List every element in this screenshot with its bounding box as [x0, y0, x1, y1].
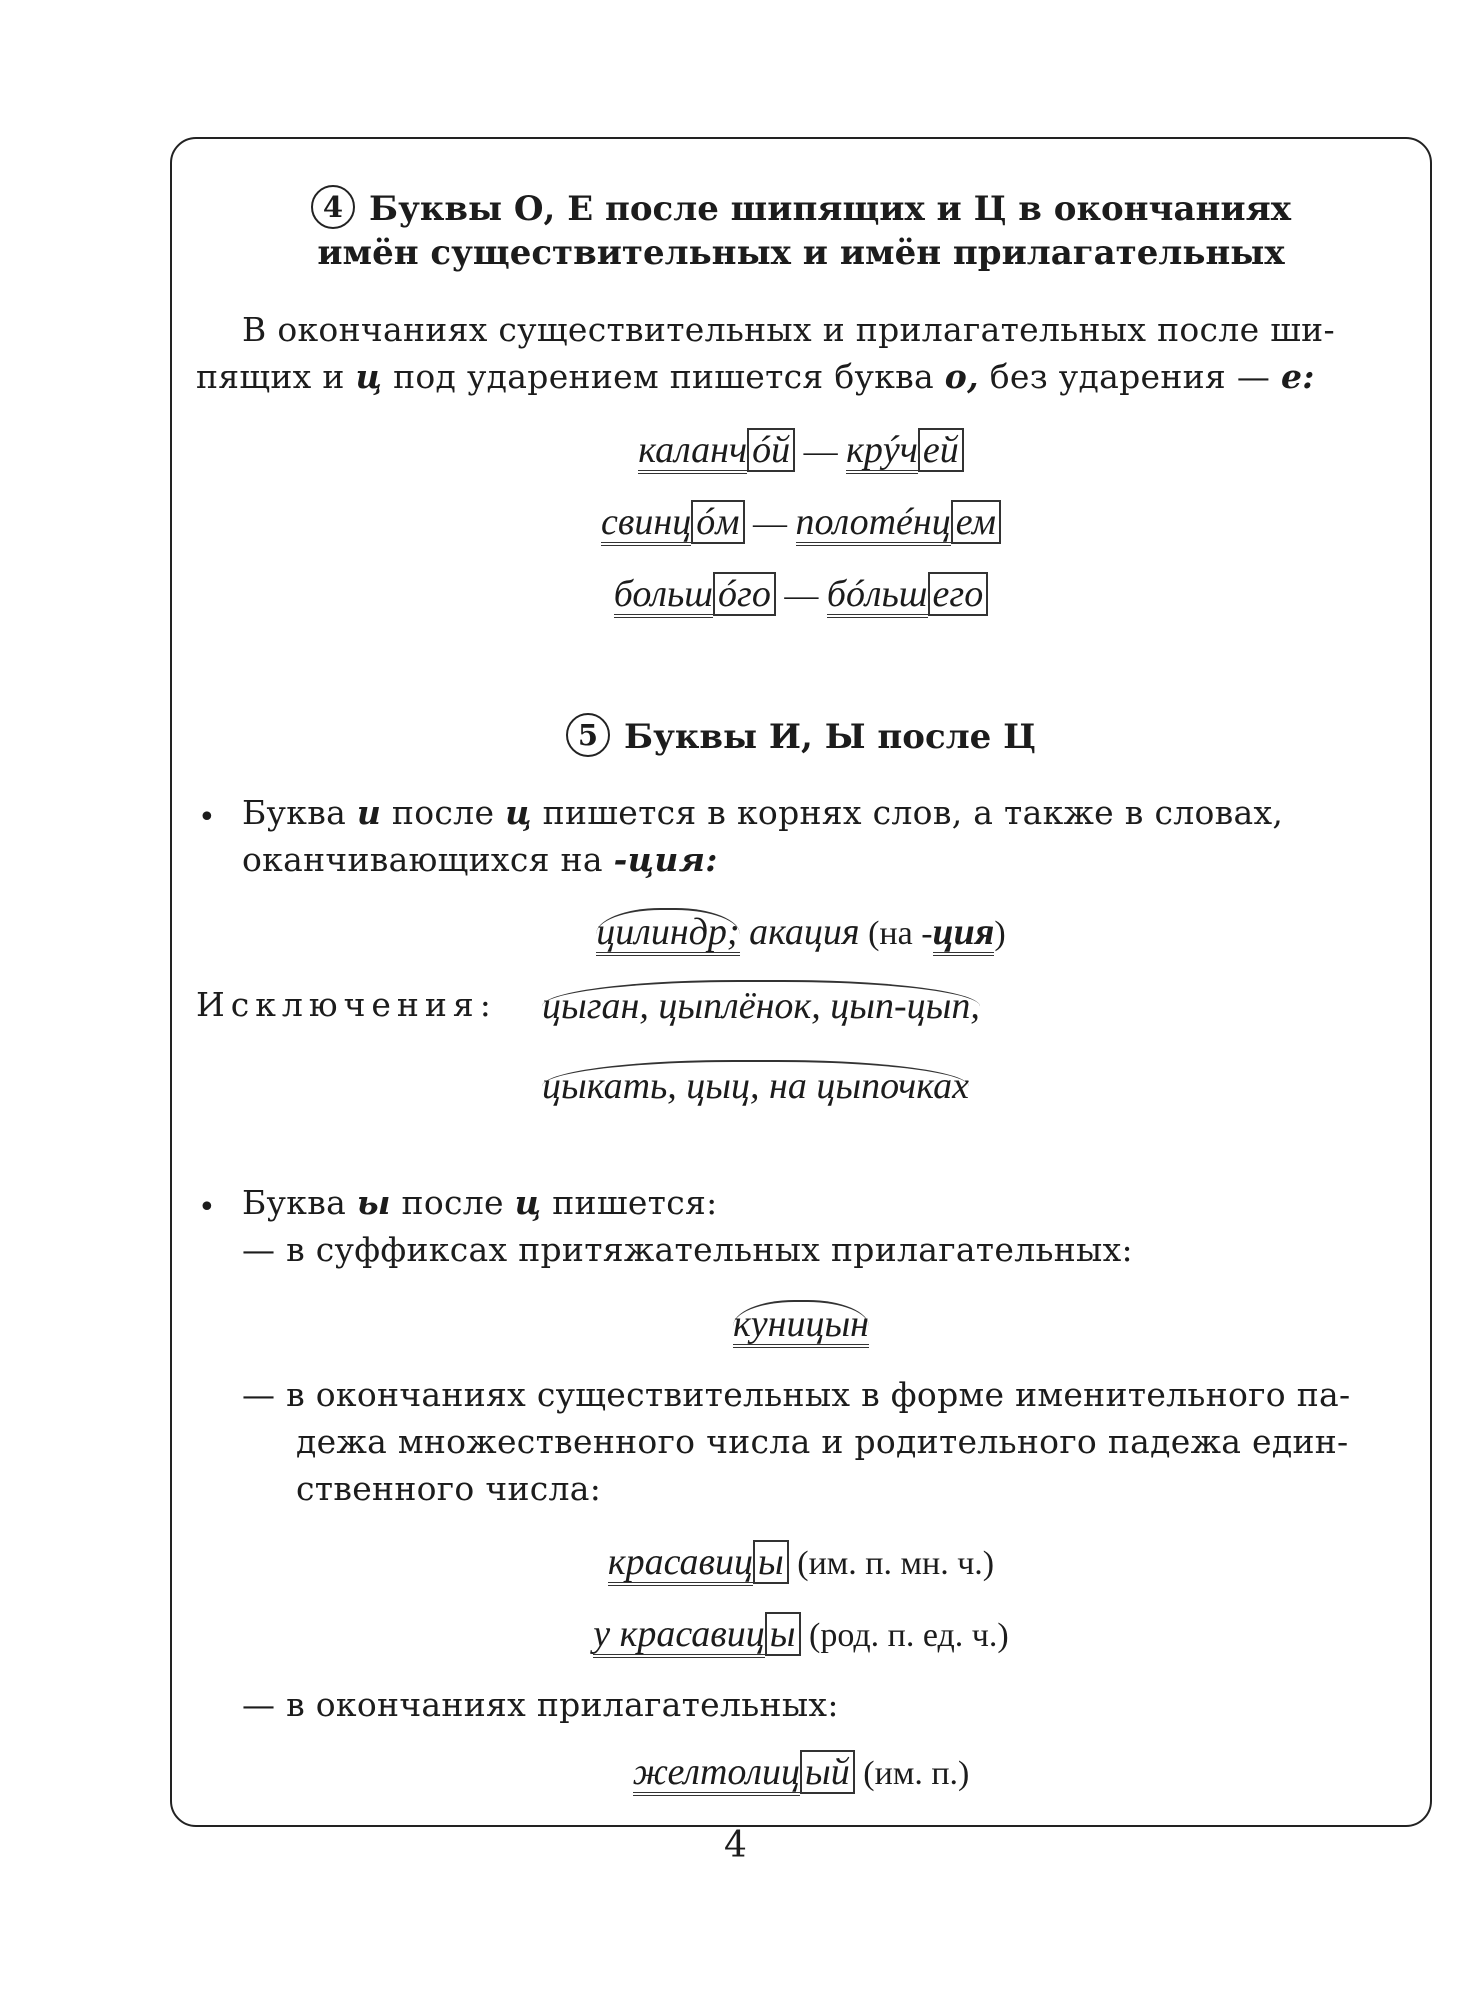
bullet-2-line-1: Буква ы после ц пишется: — [242, 1183, 718, 1222]
exceptions-label: Исключения: — [196, 985, 497, 1024]
ending-box: его — [928, 572, 989, 616]
bullet-1-line-2: оканчивающихся на -ция: — [242, 840, 718, 879]
bullet-1-line-1: Буква и после ц пишется в корнях слов, а также в словах, — [242, 793, 1284, 832]
section-number-badge: 5 — [566, 713, 610, 757]
page-number: 4 — [724, 1825, 747, 1866]
dash-item-2-line-2: дежа множественного числа и родительного падежа един- — [296, 1422, 1349, 1461]
ending-box: óм — [691, 500, 744, 544]
ending-box: óго — [713, 572, 776, 616]
section-number-badge: 4 — [311, 185, 355, 229]
ending-box: óй — [747, 428, 795, 472]
example-row: каланч óй — крýч ей — [170, 428, 1432, 474]
section-4-title-line-2: имён существительных и имён прилагательных — [317, 233, 1285, 273]
exceptions-line-1: цыган, цыплёнок, цып-цып, — [542, 980, 1142, 1028]
rule-text-line-1: В окончаниях существительных и прилагательных после ши- — [242, 310, 1335, 349]
example-row: больш óго — бóльш его — [170, 572, 1432, 618]
example-row: цилиндр; акация (на -ция) — [170, 908, 1432, 956]
ending-box: ы — [753, 1540, 789, 1584]
ending-box: ей — [918, 428, 964, 472]
example-row: у красавиц ы (род. п. ед. ч.) — [170, 1612, 1432, 1658]
ending-box: ем — [951, 500, 1001, 544]
exceptions-line-2: цыкать, цыц, на цыпочках — [542, 1060, 1142, 1108]
example-row: желтолиц ый (им. п.) — [170, 1750, 1432, 1796]
section-4-title: 4 Буквы О, Е после шипящих и Ц в окончаниях — [170, 185, 1432, 229]
rule-text-line-2: пящих и ц под ударением пишется буква о, без ударения — е: — [196, 357, 1315, 396]
bullet-icon: • — [198, 1190, 216, 1225]
dash-item-3: — в окончаниях прилагательных: — [242, 1685, 839, 1724]
section-5-title: 5 Буквы И, Ы после Ц — [170, 713, 1432, 757]
example-row: куницын — [170, 1300, 1432, 1348]
dash-item-2-line-3: ственного числа: — [296, 1469, 602, 1508]
example-row: свинц óм — полотéнц ем — [170, 500, 1432, 546]
ending-box: ы — [765, 1612, 801, 1656]
dash-item-1: — в суффиксах притяжательных прилагательных: — [242, 1230, 1133, 1269]
bullet-icon: • — [198, 800, 216, 835]
dash-item-2-line-1: — в окончаниях существительных в форме именительного па- — [242, 1375, 1351, 1414]
example-row: красавиц ы (им. п. мн. ч.) — [170, 1540, 1432, 1586]
ending-box: ый — [800, 1750, 855, 1794]
